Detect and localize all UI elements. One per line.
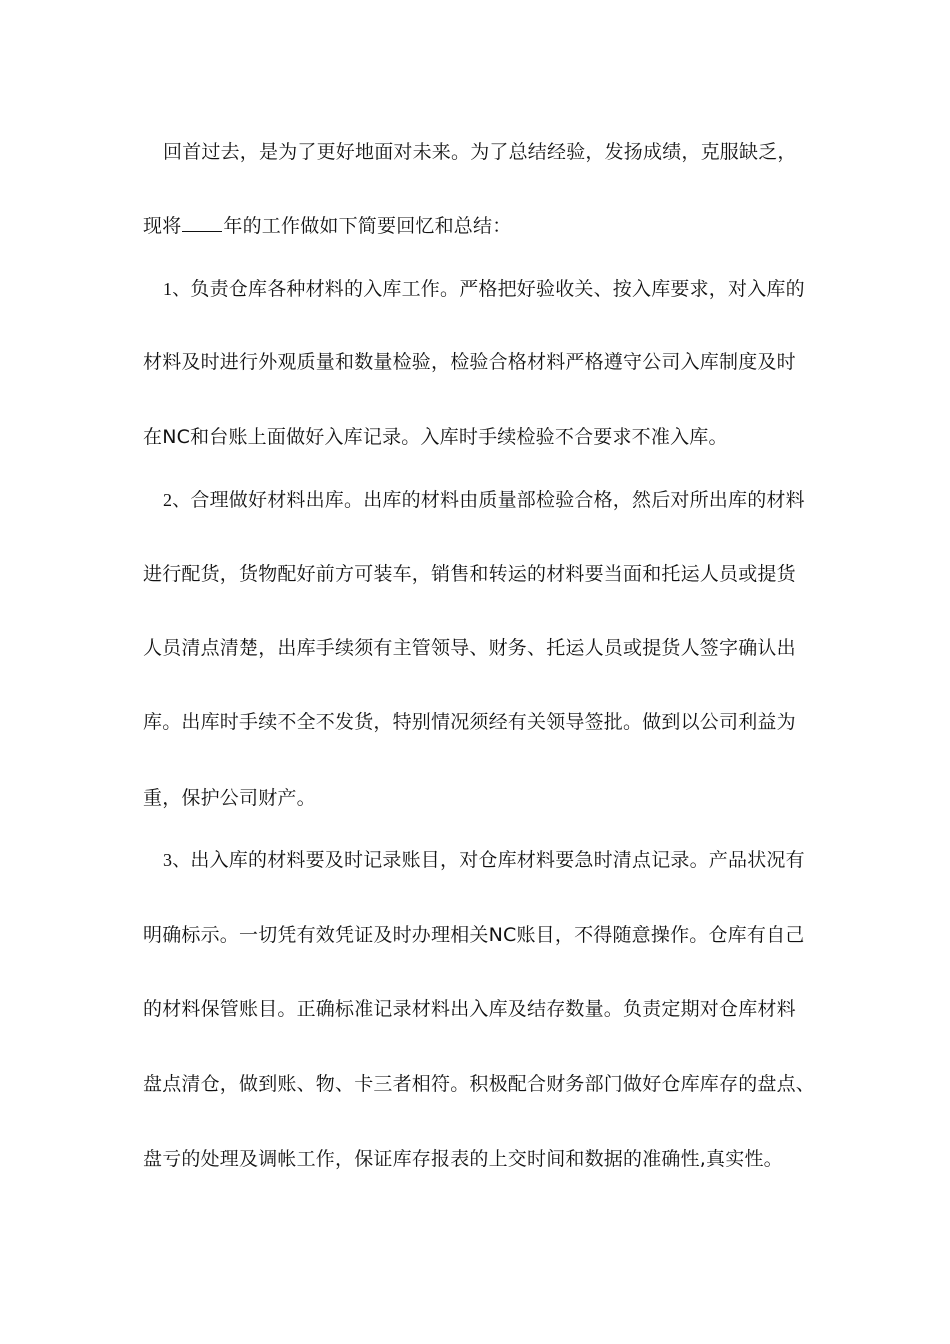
item-2-line-5 <box>143 786 823 810</box>
text-span: 年的工作做如下简要回忆和总结： <box>223 215 512 237</box>
item-2-line-3 <box>143 636 823 660</box>
text-span: 出入库的材料要及时记录账目，对仓库材料要急时清点记录。产品状况有 <box>190 849 805 871</box>
text-span: 在NC和台账上面做好入库记录。入库时手续检验不合要求不准入库。 <box>143 426 728 448</box>
item-1-line-1 <box>163 277 843 301</box>
paragraph-intro-line-1 <box>163 140 843 164</box>
text-span: 明确标示。一切凭有效凭证及时办理相关NC账目，不得随意操作。仓库有自己 <box>143 924 805 946</box>
text-span: 盘点清仓，做到账、物、卡三者相符。积极配合财务部门做好仓库库存的盘点、 <box>143 1073 816 1095</box>
text-span: 库。出库时手续不全不发货，特别情况须经有关领导签批。做到以公司利益为 <box>143 711 796 733</box>
text-span: 重，保护公司财产。 <box>143 787 316 809</box>
item-3-line-3 <box>143 997 823 1021</box>
item-3-line-5 <box>143 1147 823 1171</box>
text-span: 负责仓库各种材料的入库工作。严格把好验收关、按入库要求，对入库的 <box>190 278 805 300</box>
item-number: 1、 <box>163 279 191 299</box>
text-span: 人员清点清楚，出库手续须有主管领导、财务、托运人员或提货人签字确认出 <box>143 637 796 659</box>
item-3-line-4 <box>143 1072 823 1096</box>
item-1-line-3 <box>143 425 823 449</box>
blank-underline <box>182 215 222 232</box>
item-number: 2、 <box>163 490 191 510</box>
item-2-line-4 <box>143 710 823 734</box>
item-3-line-2 <box>143 923 823 947</box>
text-span: 合理做好材料出库。出库的材料由质量部检验合格，然后对所出库的材料 <box>190 489 805 511</box>
text-span: 材料及时进行外观质量和数量检验，检验合格材料严格遵守公司入库制度及时 <box>143 351 796 373</box>
text-span: 盘亏的处理及调帐工作，保证库存报表的上交时间和数据的准确性,真实性。 <box>143 1148 783 1170</box>
item-2-line-2 <box>143 562 823 586</box>
item-2-line-1 <box>163 488 843 512</box>
item-number: 3、 <box>163 850 191 870</box>
text-span: 回首过去，是为了更好地面对未来。为了总结经验，发扬成绩，克服缺乏， <box>163 141 797 163</box>
text-span: 的材料保管账目。正确标准记录材料出入库及结存数量。负责定期对仓库材料 <box>143 998 796 1020</box>
text-span: 现将 <box>143 215 182 237</box>
text-span: 进行配货，货物配好前方可装车，销售和转运的材料要当面和托运人员或提货 <box>143 563 796 585</box>
item-3-line-1 <box>163 848 843 872</box>
paragraph-intro-line-2 <box>143 214 823 238</box>
item-1-line-2 <box>143 350 823 374</box>
